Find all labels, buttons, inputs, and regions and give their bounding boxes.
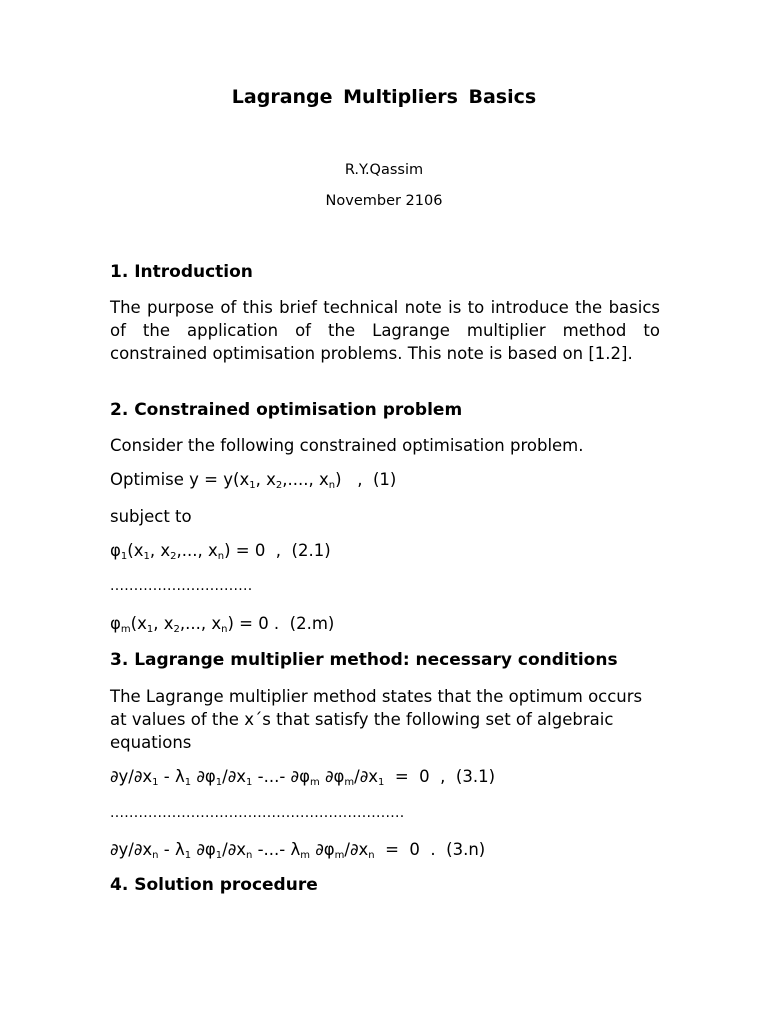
equation-3-n: $\partial y/\partial x_n - \lambda_1$ $\partial\varphi_1/\partial x_n$ -...- $\lambda_m$ $\partial\varphi_m/\partial x_n = 0$ . (3.n) — [110, 840, 486, 861]
author: R.Y.Qassim — [344, 162, 424, 178]
problem-paragraph: Consider the following constrained optimisation problem. — [110, 436, 584, 455]
method-paragraph: The Lagrange multiplier method states that the optimum occurs at values of the x´s that satisfy the following set of algebraic equations — [110, 687, 643, 752]
equation-2-m: $\varphi_m(x_1$, $x_2$,..., $x_n) = 0$ . (2.m) — [110, 614, 335, 635]
date: November 2106 — [325, 193, 443, 209]
section-heading-method: 3. Lagrange multiplier method: necessary conditions — [110, 650, 618, 670]
ellipsis-row: .............................................................. — [110, 805, 405, 821]
section-heading-problem: 2. Constrained optimisation problem — [110, 400, 463, 420]
subject-to-label: subject to — [110, 507, 192, 526]
introduction-paragraph: The purpose of this brief technical note is to introduce the basics of the application of the Lagrange multiplier method to constrained optimisation problems. This note is based on [1.2]. — [110, 298, 660, 363]
equation-1: Optimise $y = y(x_1$, $x_2$,...., $x_n$) , (1) — [110, 470, 397, 491]
page-title: Lagrange Multipliers Basics — [231, 86, 537, 108]
section-heading-introduction: 1. Introduction — [110, 262, 253, 282]
section-heading-solution: 4. Solution procedure — [110, 875, 318, 895]
ellipsis-row: .............................. — [110, 578, 253, 594]
equation-2-1: $\varphi_1(x_1$, $x_2$,..., $x_n) = 0$ , (2.1) — [110, 541, 331, 562]
equation-3-1: $\partial y/\partial x_1 - \lambda_1$ $\partial\varphi_1/\partial x_1$ -...- $\partial\varphi_m$ $\partial\varphi_m/\partial x_1 = 0$ , (3.1) — [110, 767, 496, 788]
